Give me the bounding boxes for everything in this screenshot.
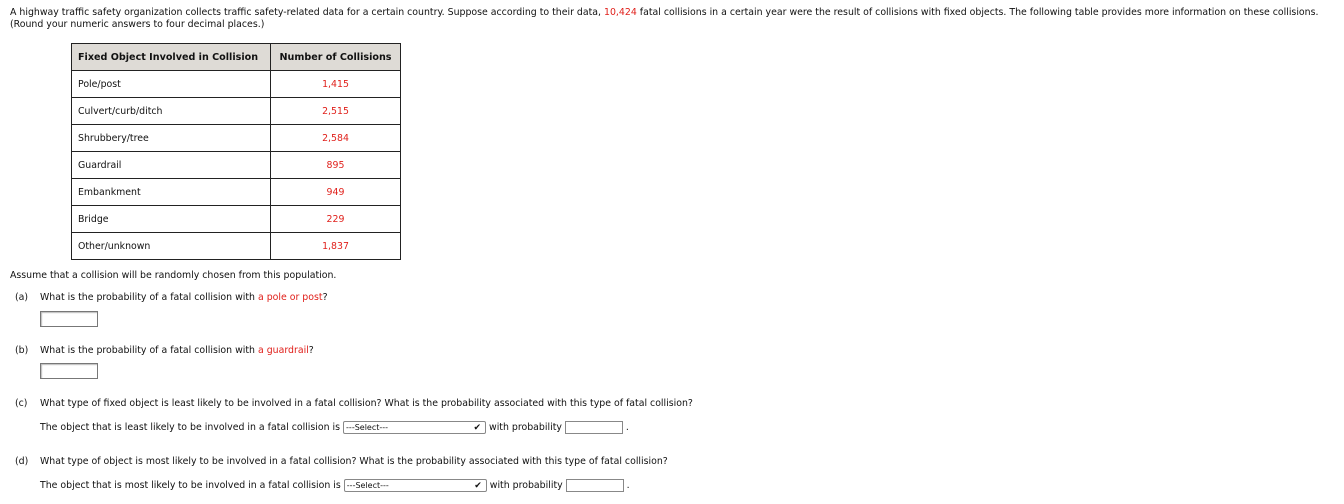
table-header-row xyxy=(72,44,401,71)
collision-table xyxy=(71,43,401,260)
answer-a-input[interactable] xyxy=(40,311,98,327)
header-fixed-object: Fixed Object Involved in Collision xyxy=(72,44,271,71)
question-b-text: What is the probability of a fatal collision with xyxy=(40,345,258,356)
table-row xyxy=(72,71,401,98)
count-cell: 1,415 xyxy=(271,71,401,98)
object-cell: Shrubbery/tree xyxy=(72,125,271,152)
question-a-label: (a) xyxy=(15,292,29,303)
answer-c-probability-input[interactable] xyxy=(565,421,623,434)
most-likely-select-value: ---Select--- xyxy=(346,481,389,490)
question-c xyxy=(15,398,693,409)
object-cell: Pole/post xyxy=(72,71,271,98)
answer-d-sentence: The object that is most likely to be involved in a fatal collision is xyxy=(40,480,341,491)
question-d-text: What type of object is most likely to be involved in a fatal collision? What is the probability associated with this type of fatal collision? xyxy=(40,456,668,467)
answer-c-with: with probability xyxy=(489,422,562,433)
table-row xyxy=(72,233,401,260)
object-cell: Other/unknown xyxy=(72,233,271,260)
count-cell: 949 xyxy=(271,179,401,206)
question-c-text: What type of fixed object is least likely to be involved in a fatal collision? What is the probability associated with this type of fatal collision? xyxy=(40,398,693,409)
least-likely-select[interactable] xyxy=(343,421,486,434)
least-likely-select-value: ---Select--- xyxy=(346,423,389,432)
answer-d-with: with probability xyxy=(489,480,563,491)
question-d xyxy=(15,456,668,467)
most-likely-select[interactable] xyxy=(344,479,487,492)
answer-c-row xyxy=(40,421,629,434)
question-b-end: ? xyxy=(308,345,314,356)
intro-text-1: A highway traffic safety organization collects traffic safety-related data for a certain country. Suppose according to their data, xyxy=(10,7,604,18)
answer-d-period: . xyxy=(626,480,630,491)
count-cell: 1,837 xyxy=(271,233,401,260)
answer-d-row xyxy=(40,479,630,492)
count-cell: 2,515 xyxy=(271,98,401,125)
answer-c-period: . xyxy=(625,422,629,433)
intro-text-2: fatal collisions in a certain year were the result of collisions with fixed objects. The following table provides more information on these collisions. (Round your numeric answers to four decimal places.) xyxy=(10,7,1319,30)
question-a-end: ? xyxy=(322,292,328,303)
table-row xyxy=(72,98,401,125)
object-cell: Culvert/curb/ditch xyxy=(72,98,271,125)
question-a-highlight: a pole or post xyxy=(257,292,323,303)
table-row xyxy=(72,152,401,179)
assumption-text: Assume that a collision will be randomly chosen from this population. xyxy=(10,270,337,281)
chevron-down-icon: ✔︎ xyxy=(474,481,482,491)
question-c-label: (c) xyxy=(15,398,28,409)
object-cell: Embankment xyxy=(72,179,271,206)
answer-d-probability-input[interactable] xyxy=(566,479,624,492)
object-cell: Guardrail xyxy=(72,152,271,179)
count-cell: 229 xyxy=(271,206,401,233)
count-cell: 2,584 xyxy=(271,125,401,152)
problem-intro xyxy=(10,7,1336,31)
question-b-label: (b) xyxy=(15,345,29,356)
total-collisions: 10,424 xyxy=(604,7,637,18)
question-b xyxy=(15,345,314,356)
table-row xyxy=(72,206,401,233)
header-number-collisions: Number of Collisions xyxy=(271,44,401,71)
question-b-highlight: a guardrail xyxy=(257,345,309,356)
table-row xyxy=(72,125,401,152)
chevron-down-icon: ✔︎ xyxy=(473,423,482,433)
answer-c-sentence: The object that is least likely to be involved in a fatal collision is xyxy=(40,422,341,433)
question-a xyxy=(15,292,328,303)
question-d-label: (d) xyxy=(15,456,29,467)
question-a-text: What is the probability of a fatal collision with xyxy=(40,292,258,303)
count-cell: 895 xyxy=(271,152,401,179)
answer-b-input[interactable] xyxy=(40,363,98,379)
object-cell: Bridge xyxy=(72,206,271,233)
table-row xyxy=(72,179,401,206)
